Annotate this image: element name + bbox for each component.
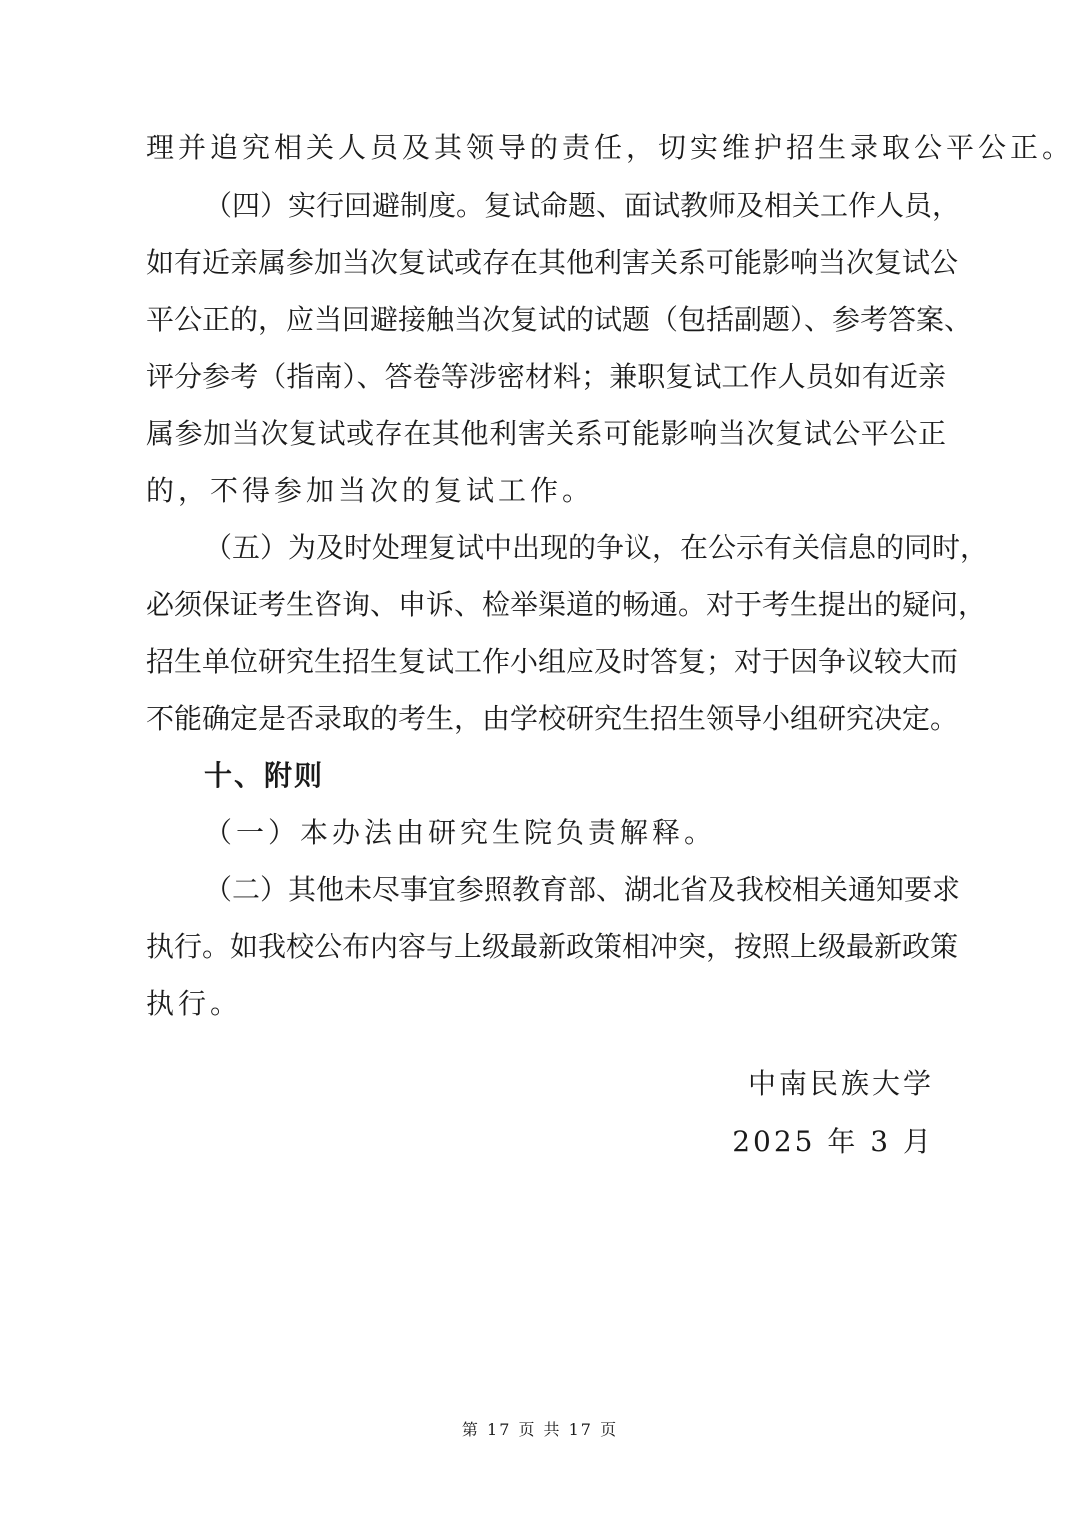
- section-heading: 十、附则: [204, 759, 325, 792]
- paragraph-line: （四）实行回避制度。复试命题、面试教师及相关工作人员，: [204, 189, 961, 222]
- paragraph-line: 执行。如我校公布内容与上级最新政策相冲突，按照上级最新政策: [146, 930, 959, 963]
- paragraph-line: 评分参考（指南）、答卷等涉密材料；兼职复试工作人员如有近亲: [146, 360, 946, 393]
- paragraph-line: 招生单位研究生招生复试工作小组应及时答复；对于因争议较大而: [146, 645, 959, 678]
- paragraph-line: （一）本办法由研究生院负责解释。: [204, 816, 717, 849]
- paragraph-line: 不能确定是否录取的考生，由学校研究生招生领导小组研究决定。: [146, 702, 959, 735]
- paragraph-line: 平公正的，应当回避接触当次复试的试题（包括副题）、参考答案、: [146, 303, 973, 336]
- paragraph-line: （二）其他未尽事宜参照教育部、湖北省及我校相关通知要求: [204, 873, 961, 906]
- paragraph-line: （五）为及时处理复试中出现的争议，在公示有关信息的同时，: [204, 531, 989, 564]
- paragraph-line: 如有近亲属参加当次复试或存在其他利害关系可能影响当次复试公: [146, 246, 959, 279]
- paragraph-line: 执行。: [146, 987, 243, 1020]
- signature-date: 2025 年 3 月: [732, 1125, 934, 1158]
- paragraph-line: 理并追究相关人员及其领导的责任，切实维护招生录取公平公正。: [146, 131, 1075, 164]
- signature-organization: 中南民族大学: [747, 1067, 934, 1100]
- paragraph-line: 必须保证考生咨询、申诉、检举渠道的畅通。对于考生提出的疑问，: [146, 588, 987, 621]
- paragraph-line: 的，不得参加当次的复试工作。: [146, 474, 595, 507]
- page-footer: 第 17 页 共 17 页: [461, 1420, 619, 1439]
- paragraph-line: 属参加当次复试或存在其他利害关系可能影响当次复试公平公正: [146, 417, 946, 450]
